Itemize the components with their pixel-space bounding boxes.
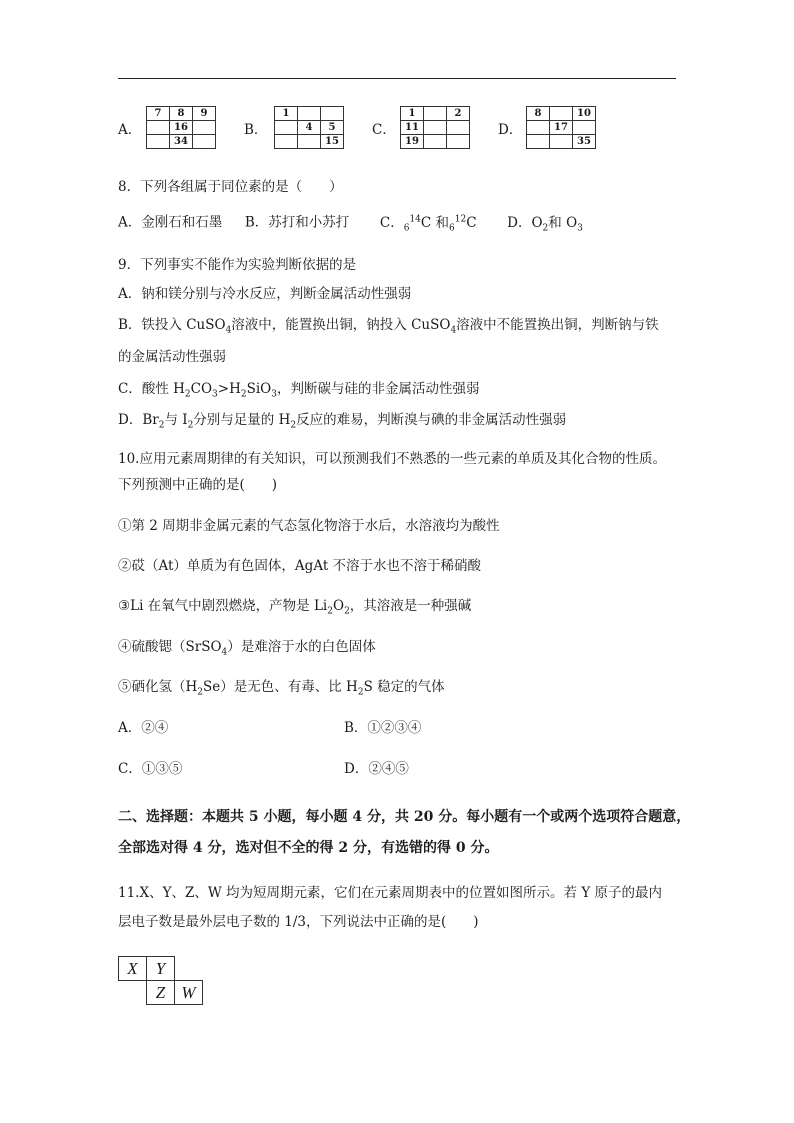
grid-cell: 11	[401, 121, 424, 135]
grid-cell: 9	[193, 107, 216, 121]
q9-option-d[interactable]: D．$Br_2$与 $I_2$分别与足量的 $H_2$反应的难易，判断溴与碘的非金属活动性强弱	[118, 412, 567, 431]
cell-y: Y	[147, 957, 175, 981]
grid-cell	[298, 135, 321, 149]
q10-statement-2: ②砹（At）单质为有色固体，AgAt 不溶于水也不溶于稀硝酸	[118, 558, 482, 574]
grid-cell	[147, 121, 170, 135]
q8-option-c[interactable]: C．$_6^{14}$C 和$_6^{12}$C	[379, 214, 477, 234]
q10-stem-line1: 10.应用元素周期律的有关知识，可以预测我们不熟悉的一些元素的单质及其化合物的性质。	[118, 451, 666, 467]
grid-cell: 35	[573, 135, 596, 149]
grid-cell: 8	[527, 107, 550, 121]
q9-option-c[interactable]: C．酸性 $H_2CO_3>H_2SiO_3$，判断碳与硅的非金属活动性强弱	[118, 381, 480, 400]
grid-cell: 16	[170, 121, 193, 135]
grid-cell: 19	[401, 135, 424, 149]
grid-cell: 34	[170, 135, 193, 149]
q10-statement-5: ⑤硒化氢$(H_2Se)$是无色、有毒、比 $H_2S$ 稳定的气体	[118, 679, 445, 698]
q10-option-c[interactable]: C．①③⑤	[118, 761, 183, 777]
grid-cell	[550, 135, 573, 149]
header-rule	[118, 78, 676, 79]
q7-option-a-label[interactable]: A．	[118, 122, 142, 138]
q7-option-c-grid	[400, 106, 470, 149]
grid-cell	[447, 135, 470, 149]
cell-x: X	[119, 957, 147, 981]
grid-cell: 17	[550, 121, 573, 135]
grid-cell	[550, 107, 573, 121]
q10-statement-3: ③Li 在氧气中剧烈燃烧，产物是 $Li_2O_2$，其溶液是一种强碱	[118, 598, 472, 617]
grid-cell	[447, 121, 470, 135]
grid-cell	[424, 121, 447, 135]
q9-option-b-continued: 的金属活动性强弱	[118, 349, 226, 365]
empty-cell	[119, 981, 147, 1005]
q8-option-d[interactable]: D．$O_2$和 $O_3$	[507, 214, 583, 234]
grid-cell	[275, 135, 298, 149]
grid-cell: 15	[321, 135, 344, 149]
q7-option-b-grid	[274, 106, 344, 149]
q10-statement-4: ④硫酸锶（SrSO$_4$）是难溶于水的白色固体	[118, 639, 376, 658]
grid-cell: 1	[275, 107, 298, 121]
grid-cell	[321, 107, 344, 121]
grid-cell	[147, 135, 170, 149]
empty-cell	[175, 957, 203, 981]
q7-option-d-label[interactable]: D．	[498, 122, 523, 138]
grid-cell: 1	[401, 107, 424, 121]
q10-stem-line2: 下列预测中正确的是( )	[118, 477, 278, 493]
grid-cell: 10	[573, 107, 596, 121]
cell-w: W	[175, 981, 203, 1005]
q7-option-a-grid	[146, 106, 216, 149]
q9-option-b[interactable]: B．铁投入 CuSO$_4$溶液中，能置换出铜，钠投入 CuSO$_4$溶液中不能置换出铜，判断钠与铁	[118, 317, 659, 336]
grid-cell	[193, 135, 216, 149]
q9-stem: 9．下列事实不能作为实验判断依据的是	[118, 257, 357, 273]
q9-option-a[interactable]: A．钠和镁分别与冷水反应，判断金属活动性强弱	[118, 286, 412, 302]
q7-option-d-grid	[526, 106, 596, 149]
q10-statement-1: ①第 2 周期非金属元素的气态氢化物溶于水后，水溶液均为酸性	[118, 518, 500, 534]
grid-cell: 5	[321, 121, 344, 135]
grid-cell	[527, 135, 550, 149]
q8-option-b[interactable]: B．苏打和小苏打	[244, 214, 350, 231]
grid-cell: 7	[147, 107, 170, 121]
grid-cell	[424, 135, 447, 149]
q8-stem: 8．下列各组属于同位素的是（ ）	[118, 179, 343, 195]
q8-option-a[interactable]: A．金刚石和石墨	[118, 214, 223, 231]
q8-options	[118, 210, 583, 237]
grid-cell	[424, 107, 447, 121]
q11-periodic-table-fragment	[118, 956, 203, 1005]
q10-option-a[interactable]: A．②④	[118, 720, 169, 736]
grid-cell	[193, 121, 216, 135]
q7-option-b-label[interactable]: B．	[244, 122, 268, 138]
grid-cell	[298, 107, 321, 121]
q10-option-b[interactable]: B．①②③④	[344, 720, 422, 736]
cell-z: Z	[147, 981, 175, 1005]
section2-heading-line1: 二、选择题：本题共 5 小题，每小题 4 分，共 20 分。每小题有一个或两个选项符合题意，	[118, 809, 691, 825]
q11-stem-line2: 层电子数是最外层电子数的 1/3，下列说法中正确的是( )	[118, 914, 479, 930]
grid-cell: 8	[170, 107, 193, 121]
q10-option-d[interactable]: D．②④⑤	[344, 761, 409, 777]
grid-cell	[275, 121, 298, 135]
section2-heading-line2: 全部选对得 4 分，选对但不全的得 2 分，有选错的得 0 分。	[118, 840, 499, 856]
grid-cell	[527, 121, 550, 135]
grid-cell: 4	[298, 121, 321, 135]
grid-cell: 2	[447, 107, 470, 121]
q7-option-c-label[interactable]: C．	[372, 122, 396, 138]
q11-stem-line1: 11.X、Y、Z、W 均为短周期元素，它们在元素周期表中的位置如图所示。若 Y 原子的最内	[118, 885, 663, 901]
grid-cell	[573, 121, 596, 135]
